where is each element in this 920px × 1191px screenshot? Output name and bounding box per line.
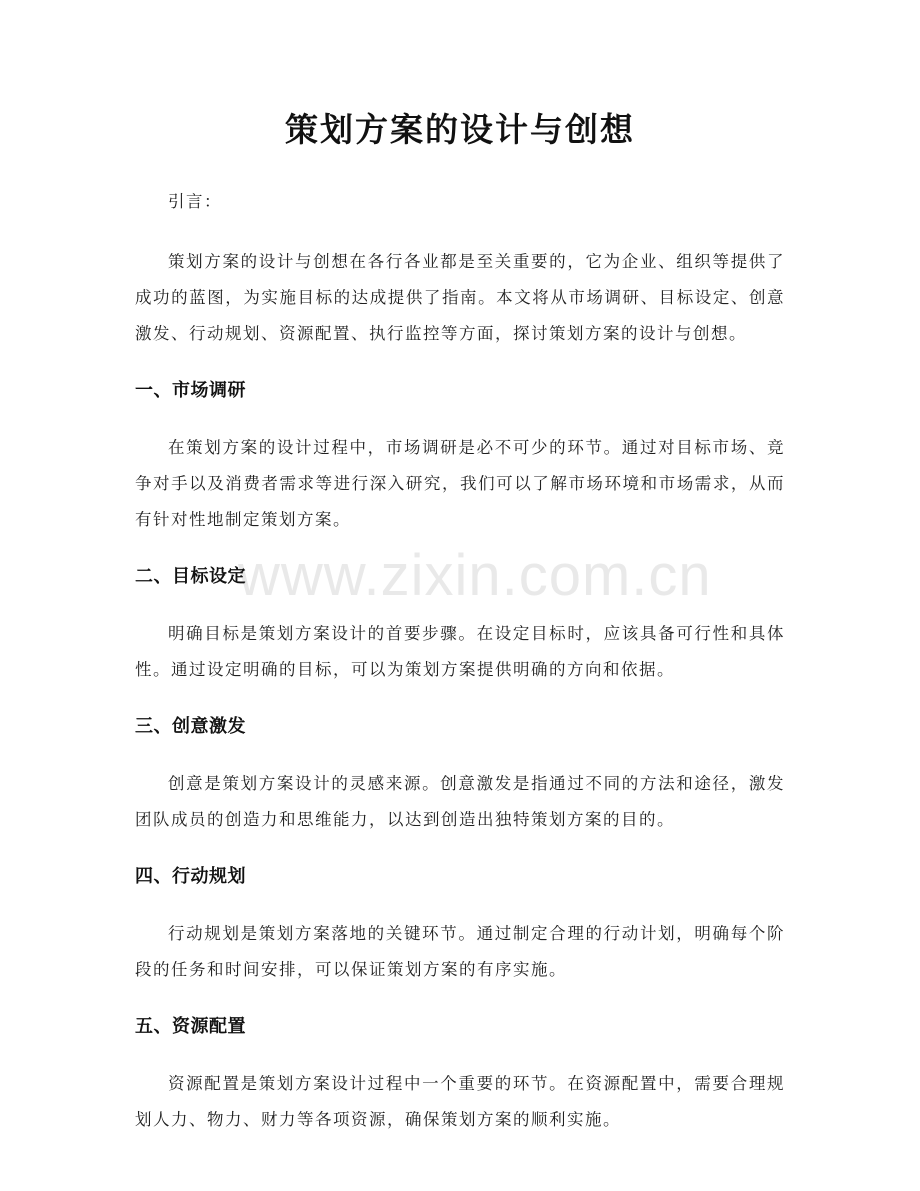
section-heading-action-planning: 四、行动规划 xyxy=(135,866,246,887)
intro-label: 引言： xyxy=(168,192,222,211)
section-paragraph-goal-setting: 明确目标是策划方案设计的首要步骤。在设定目标时，应该具备可行性和具体性。通过设定明确的目标，可以为策划方案提供明确的方向和依据。 xyxy=(135,624,785,679)
section-heading-resource-allocation: 五、资源配置 xyxy=(135,1016,246,1037)
watermark: www.zixin.com.cn xyxy=(238,543,712,608)
section-paragraph-action-planning: 行动规划是策划方案落地的关键环节。通过制定合理的行动计划，明确每个阶段的任务和时间安排，可以保证策划方案的有序实施。 xyxy=(135,924,785,979)
document-body xyxy=(135,184,785,1162)
section-heading-creativity: 三、创意激发 xyxy=(135,716,246,737)
section-paragraph-resource-allocation: 资源配置是策划方案设计过程中一个重要的环节。在资源配置中，需要合理规划人力、物力、财力等各项资源，确保策划方案的顺利实施。 xyxy=(135,1074,785,1129)
document-title: 策划方案的设计与创想 xyxy=(285,110,635,149)
section-heading-market-research: 一、市场调研 xyxy=(135,380,246,401)
section-paragraph-market-research: 在策划方案的设计过程中，市场调研是必不可少的环节。通过对目标市场、竞争对手以及消费者需求等进行深入研究，我们可以了解市场环境和市场需求，从而有针对性地制定策划方案。 xyxy=(135,438,785,529)
section-heading-goal-setting: 二、目标设定 xyxy=(135,566,246,587)
section-paragraph-creativity: 创意是策划方案设计的灵感来源。创意激发是指通过不同的方法和途径，激发团队成员的创造力和思维能力，以达到创造出独特策划方案的目的。 xyxy=(135,774,785,829)
intro-paragraph: 策划方案的设计与创想在各行各业都是至关重要的，它为企业、组织等提供了成功的蓝图，为实施目标的达成提供了指南。本文将从市场调研、目标设定、创意激发、行动规划、资源配置、执行监控等方面，探讨策划方案的设计与创想。 xyxy=(135,252,785,343)
